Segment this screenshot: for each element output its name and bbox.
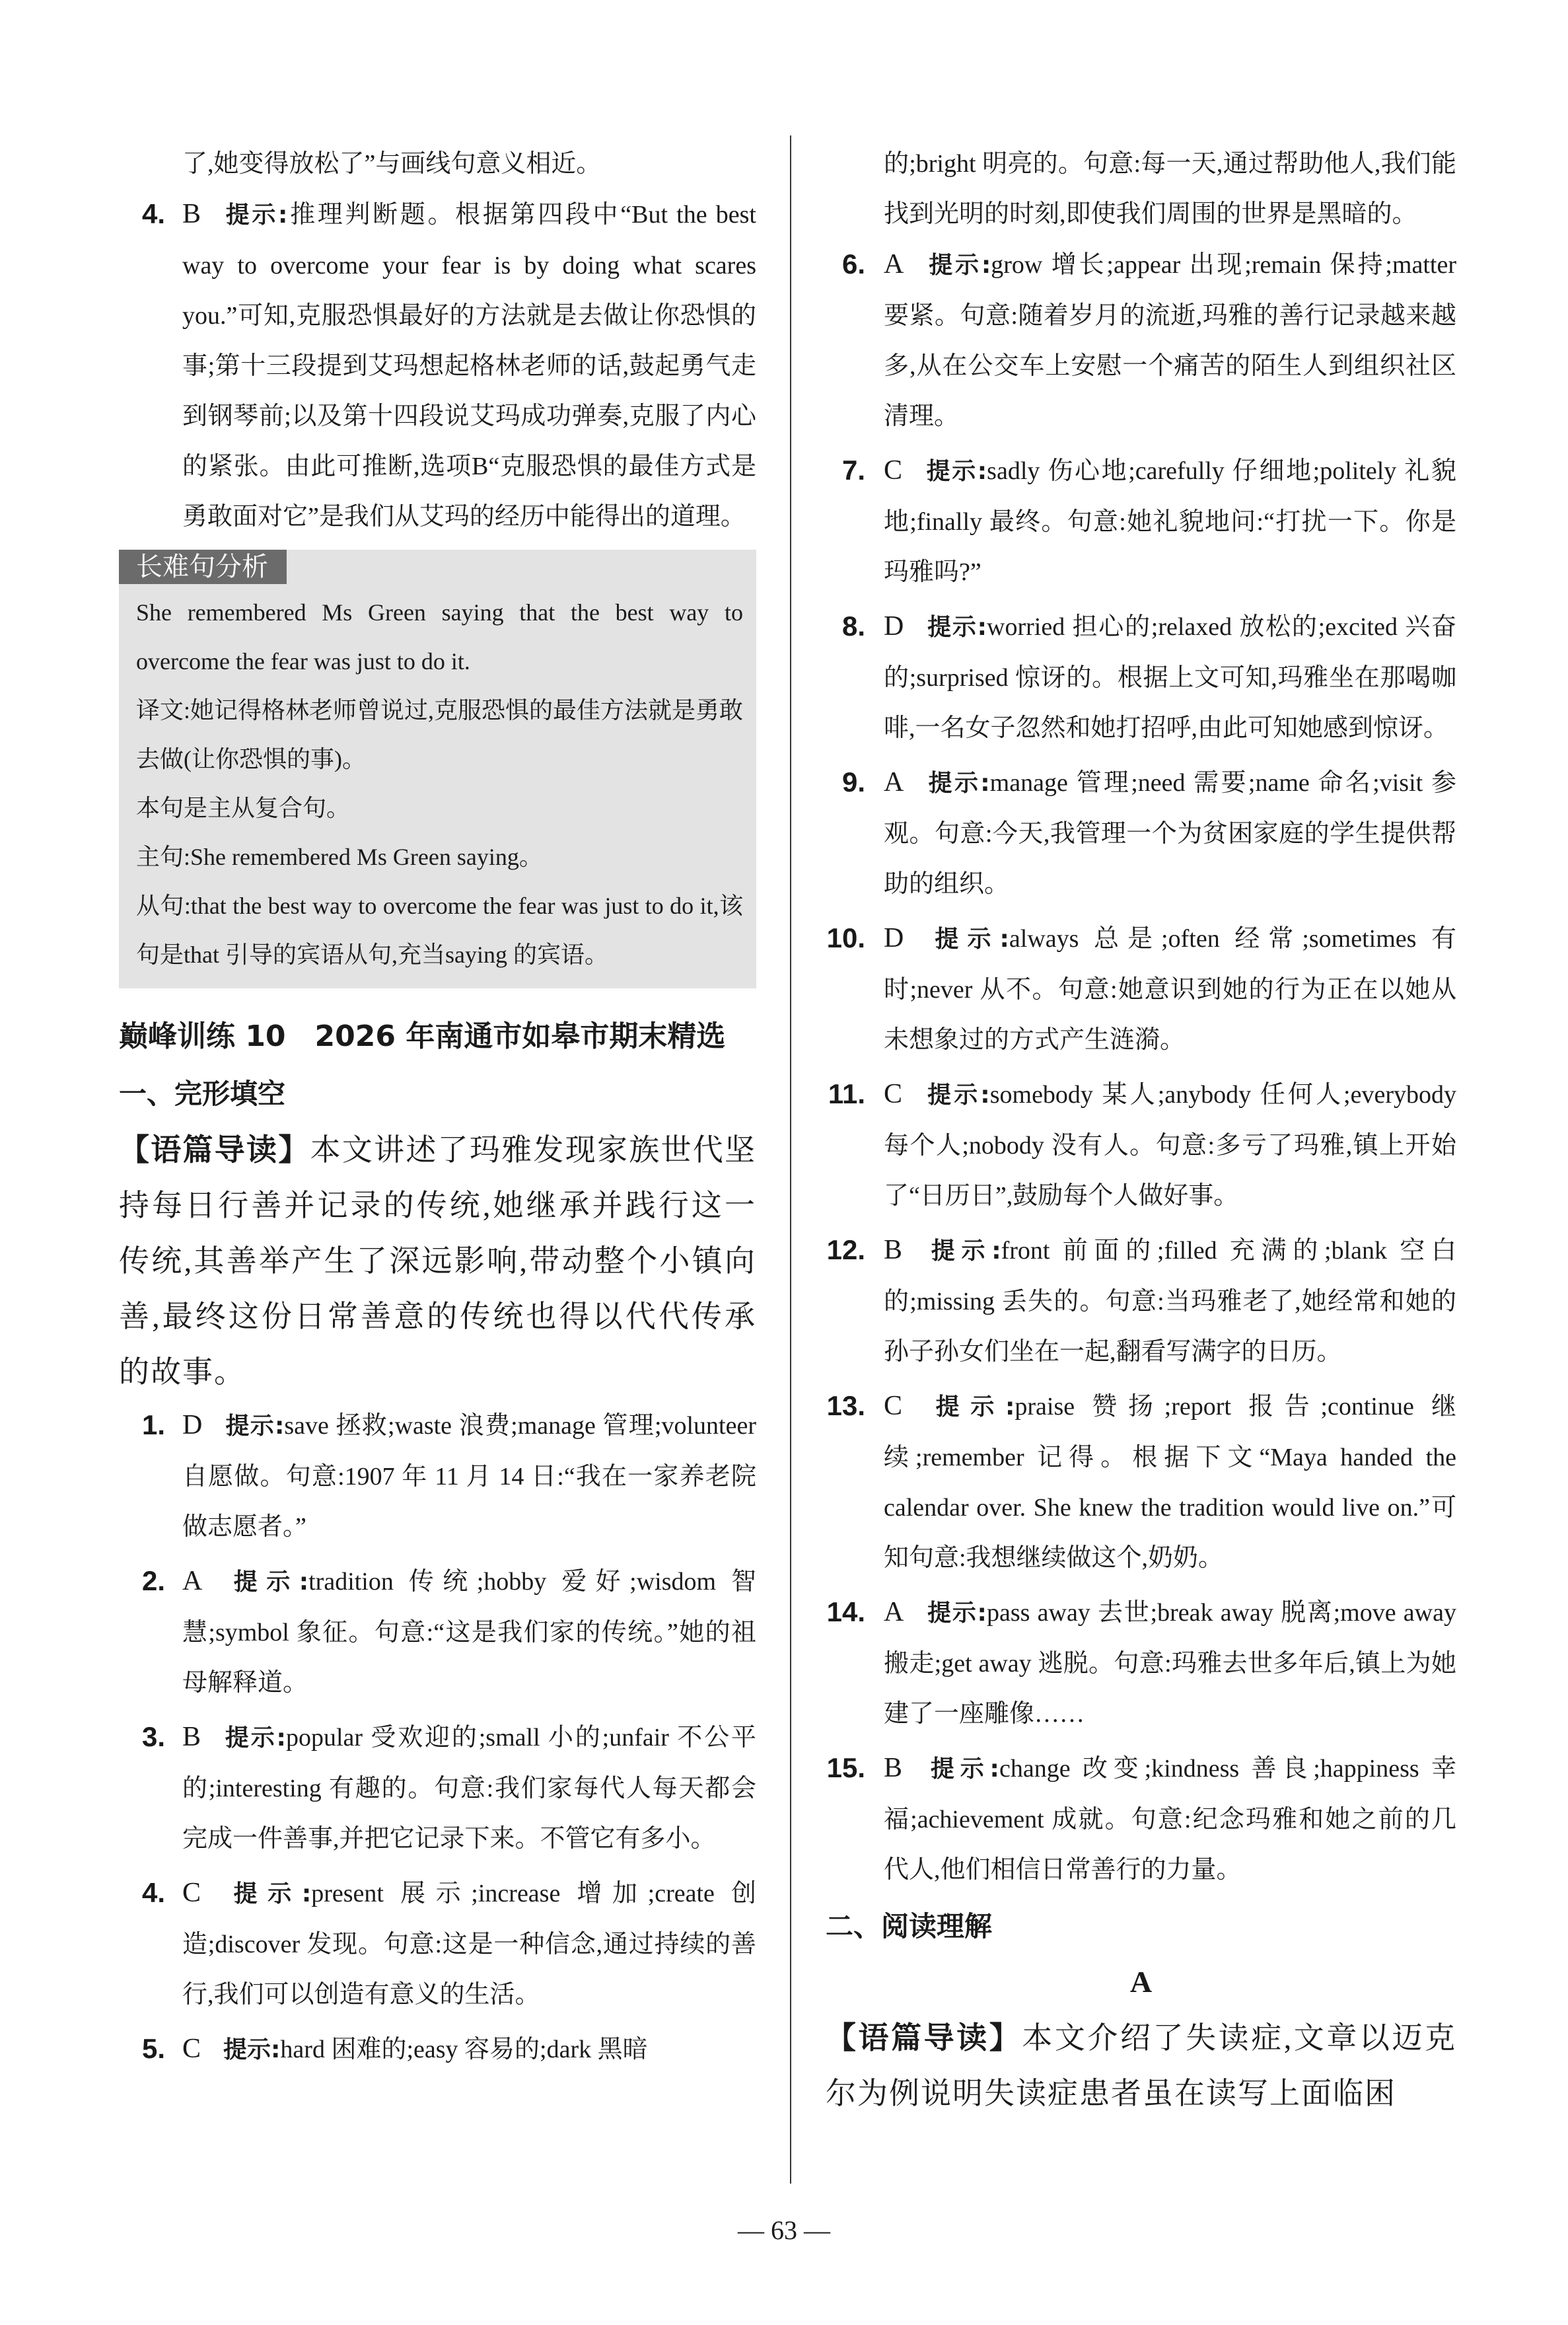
item-explanation: pass away 去世;break away 脱离;move away 搬走;get away 逃脱。句意:玛雅去世多年后,镇上为她建了一座雕像……	[884, 1599, 1456, 1728]
left-column	[119, 139, 756, 2079]
item-answer: C	[884, 455, 903, 486]
item-explanation: popular 受欢迎的;small 小的;unfair 不公平的;interesting 有趣的。句意:我们家每代人每天都会完成一件善事,并把它记录下来。不管它有多小。	[182, 1724, 756, 1853]
item-explanation: hard 困难的;easy 容易的;dark 黑暗	[280, 2036, 648, 2063]
item-number: 7.	[841, 455, 865, 486]
hint-label: 提示:	[925, 458, 987, 485]
item-number: 2.	[141, 1565, 165, 1596]
item-explanation: change 改变;kindness 善良;happiness 幸福;achievement 成就。句意:纪念玛雅和她之前的几代人,他们相信日常善行的力量。	[884, 1755, 1456, 1884]
item-explanation: always 总是;often 经常;sometimes 有时;never 从不。句意:她意识到她的行为正在以她从未想象过的方式产生涟漪。	[884, 925, 1456, 1054]
item-number: 8.	[841, 610, 865, 642]
passage-guide	[826, 2010, 1456, 2122]
guide-text: 本文介绍了失读症,文章以迈克尔为例说明失读症患者虽在读写上面临困	[826, 2021, 1457, 2110]
answer-item	[119, 1712, 756, 1864]
guide-text: 本文讲述了玛雅发现家族世代坚持每日行善并记录的传统,她继承并践行这一传统,其善举产生了深远影响,带动整个小镇向善,最终这份日常善意的传统也得以代代传承的故事。	[119, 1133, 757, 1389]
answer-item	[119, 1868, 756, 2020]
item-explanation: save 拯救;waste 浪费;manage 管理;volunteer 自愿做。句意:1907 年 11 月 14 日:“我在一家养老院做志愿者。”	[182, 1412, 756, 1541]
hint-label: 提示:	[925, 1237, 1001, 1265]
item-answer: B	[884, 1753, 903, 1783]
item-explanation: manage 管理;need 需要;name 命名;visit 参观。句意:今天,我管理一个为贫困家庭的学生提供帮助的组织。	[884, 769, 1456, 898]
item-explanation: 推理判断题。根据第四段中“But the best way to overcome your fear is by doing what scares you.”可知,克服恐惧最好的方法就是去做让你恐惧的事;第十三段提到艾玛想起格林老师的话,鼓起勇气走到钢琴前;以及第十四段说艾玛成功弹奏,克服了内心的紧张。由此可推断,选项B“克服恐惧的最佳方式是勇敢面对它”是我们从艾玛的经历中能得出的道理。	[182, 201, 756, 531]
item-answer: C	[182, 2034, 201, 2064]
item-answer: B	[182, 199, 201, 229]
answer-item	[119, 189, 756, 542]
item-explanation: somebody 某人;anybody 任何人;everybody 每个人;nobody 没有人。句意:多亏了玛雅,镇上开始了“日历日”,鼓励每个人做好事。	[884, 1081, 1456, 1210]
item-answer: B	[182, 1722, 201, 1752]
hint-label: 提示:	[225, 1413, 285, 1440]
item-number: 1.	[141, 1409, 165, 1440]
hint-label: 提示:	[925, 1393, 1015, 1421]
continuation-text: 了,她变得放松了”与画线句意义相近。	[182, 150, 602, 178]
analysis-line: 从句:that the best way to overcome the fear was just to do it,该句是that 引导的宾语从句,充当saying 的宾语。	[136, 893, 743, 968]
hint-label: 提示:	[223, 2036, 281, 2063]
answer-item	[826, 757, 1456, 909]
passage-guide	[119, 1122, 756, 1400]
hint-label: 提示:	[926, 614, 987, 641]
analysis-line: She remembered Ms Green saying that the best way to overcome the fear was just to do it.	[136, 599, 743, 675]
item-number: 3.	[141, 1721, 165, 1752]
section-title: 巅峰训练 10 2026 年南通市如皋市期末精选	[119, 1019, 726, 1053]
answer-item	[119, 2024, 756, 2075]
hint-label: 提示:	[225, 1568, 309, 1596]
item-number: 11.	[828, 1078, 865, 1109]
item-explanation: front 前面的;filled 充满的;blank 空白的;missing 丢失的。句意:当玛雅老了,她经常和她的孙子孙女们坐在一起,翻看写满字的日历。	[884, 1237, 1456, 1366]
item-answer: A	[884, 249, 904, 279]
answer-item	[826, 601, 1456, 753]
item-explanation: sadly 伤心地;carefully 仔细地;politely 礼貌地;finally 最终。句意:她礼貌地问:“打扰一下。你是玛雅吗?”	[884, 457, 1456, 586]
long-sentence-analysis-box	[119, 550, 756, 988]
hint-label: 提示:	[925, 1082, 990, 1109]
hint-label: 提示:	[223, 202, 288, 229]
item-answer: D	[884, 923, 904, 953]
hint-label: 提示:	[926, 926, 1009, 953]
item-number: 9.	[841, 766, 865, 797]
item-number: 10.	[826, 922, 865, 953]
item-number: 13.	[826, 1390, 865, 1421]
item-answer: A	[884, 1597, 904, 1627]
item-number: 4.	[141, 198, 165, 229]
analysis-line: 主句:She remembered Ms Green saying。	[136, 844, 543, 870]
part-title-cloze: 一、完形填空	[119, 1078, 286, 1110]
answer-item	[826, 1381, 1456, 1583]
item-answer: A	[884, 767, 904, 797]
answer-item	[826, 239, 1456, 441]
hint-label: 提示:	[223, 1724, 286, 1752]
item-number: 6.	[841, 248, 865, 279]
guide-label: 【语篇导读】	[119, 1132, 310, 1167]
item-explanation: praise 赞扬;report 报告;continue 继续;remember 记得。根据下文“Maya handed the calendar over. She knew the tradition would live on.”可知句意:我想继续做这个,奶奶。	[884, 1393, 1456, 1572]
item-explanation: grow 增长;appear 出现;remain 保持;matter 要紧。句意:随着岁月的流逝,玛雅的善行记录越来越多,从在公交车上安慰一个痛苦的陌生人到组织社区清理。	[884, 251, 1456, 430]
analysis-title: 长难句分析	[119, 550, 287, 584]
item-answer: A	[182, 1566, 203, 1596]
page-number: — 63 —	[738, 2215, 830, 2245]
hint-label: 提示:	[223, 1880, 312, 1907]
item-answer: B	[884, 1235, 903, 1265]
item-number: 12.	[826, 1234, 865, 1265]
answer-item	[826, 1587, 1456, 1739]
hint-label: 提示:	[926, 1600, 987, 1627]
analysis-line: 本句是主从复合句。	[136, 795, 351, 821]
hint-label: 提示:	[926, 252, 991, 279]
answer-item	[826, 1743, 1456, 1895]
item-explanation: tradition 传统;hobby 爱好;wisdom 智慧;symbol 象征。句意:“这是我们家的传统。”她的祖母解释道。	[182, 1568, 756, 1697]
item-number: 14.	[826, 1596, 865, 1627]
item-explanation: present 展示;increase 增加;create 创造;discover 发现。句意:这是一种信念,通过持续的善行,我们可以创造有意义的生活。	[182, 1880, 756, 2009]
answer-item	[119, 1400, 756, 1552]
right-column	[826, 139, 1456, 2122]
item-number: 15.	[826, 1752, 865, 1783]
answer-item	[826, 445, 1456, 597]
item-answer: C	[182, 1878, 201, 1908]
item-number: 4.	[141, 1877, 165, 1908]
item-number: 5.	[141, 2033, 165, 2064]
item-answer: D	[884, 611, 904, 642]
continuation-text: 的;bright 明亮的。句意:每一天,通过帮助他人,我们能找到光明的时刻,即使我们周围的世界是黑暗的。	[884, 150, 1456, 228]
guide-label: 【语篇导读】	[826, 2020, 1022, 2055]
item-answer: C	[884, 1079, 903, 1109]
analysis-line: 译文:她记得格林老师曾说过,克服恐惧的最佳方法就是勇敢去做(让你恐惧的事)。	[136, 697, 744, 772]
item-answer: C	[884, 1391, 903, 1421]
answer-item	[826, 913, 1456, 1065]
passage-label: A	[1129, 1965, 1153, 1999]
answer-item	[826, 1225, 1456, 1377]
hint-label: 提示:	[926, 770, 990, 797]
answer-item	[826, 1069, 1456, 1221]
answer-item	[119, 1556, 756, 1708]
item-answer: D	[182, 1410, 203, 1440]
hint-label: 提示:	[925, 1755, 999, 1783]
column-divider	[790, 135, 791, 2184]
part-title-reading: 二、阅读理解	[826, 1910, 993, 1942]
item-explanation: worried 担心的;relaxed 放松的;excited 兴奋的;surprised 惊讶的。根据上文可知,玛雅坐在那喝咖啡,一名女子忽然和她打招呼,由此可知她感到惊讶。	[884, 613, 1456, 742]
